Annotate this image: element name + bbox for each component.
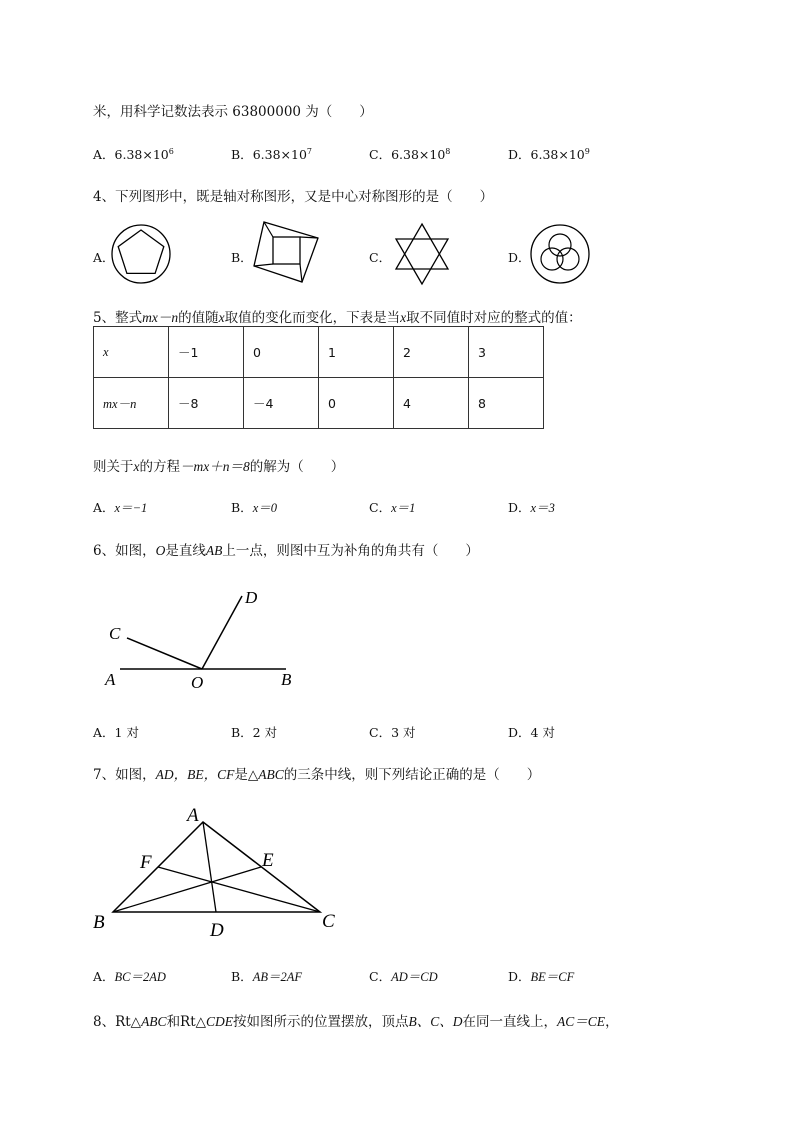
q7-option-c[interactable]: C．AD＝CD: [369, 969, 438, 984]
q5-question: 则关于x的方程－mx＋n＝8的解为（ ）: [93, 459, 345, 475]
q5-stem: 5、整式mx－n的值随x取值的变化而变化，下表是当x取不同值时对应的整式的值：: [93, 310, 582, 326]
point-label-a: A: [187, 805, 199, 826]
q4-stem: 4、下列图形中，既是轴对称图形，又是中心对称图形的是（ ）: [93, 189, 494, 205]
point-label-d: D: [245, 588, 258, 607]
q4-option-d-label[interactable]: D．: [508, 250, 531, 265]
q3-option-b[interactable]: B．$6.38\times 10^7$: [231, 146, 312, 162]
point-label-b: B: [93, 912, 105, 933]
q4-figure-trefoil-in-circle: [529, 223, 591, 285]
table-cell: 3: [469, 327, 544, 378]
table-row-label: x: [94, 327, 169, 378]
q4-figure-pentagon-in-circle: [110, 223, 172, 285]
point-label-o: O: [191, 673, 204, 692]
median-ad: [203, 822, 216, 912]
table-cell: －4: [244, 378, 319, 429]
ray-oc: [127, 638, 202, 669]
table-cell: 0: [244, 327, 319, 378]
q6-option-c[interactable]: C．3 对: [369, 725, 416, 740]
q7-option-d[interactable]: D．BE＝CF: [508, 969, 575, 984]
q4-option-b-label[interactable]: B．: [231, 250, 253, 265]
table-cell: 1: [319, 327, 394, 378]
table-row-label: mx－n: [94, 378, 169, 429]
q6-option-a[interactable]: A．1 对: [93, 725, 139, 740]
point-label-f: F: [140, 852, 152, 873]
point-label-e: E: [262, 850, 274, 871]
point-label-c: C: [109, 624, 121, 643]
q3-option-c[interactable]: C．$6.38\times 10^8$: [369, 146, 451, 162]
q4-option-c-label[interactable]: C．: [369, 250, 392, 265]
q5-value-table: [93, 326, 544, 429]
q6-option-d[interactable]: D．4 对: [508, 725, 555, 740]
q3-option-a[interactable]: A．$6.38\times 10^6$: [93, 146, 174, 162]
table-cell: －1: [169, 327, 244, 378]
q4-option-a-label[interactable]: A．: [93, 250, 115, 265]
q5-option-d[interactable]: D．x＝3: [508, 500, 555, 515]
q8-stem: 8、Rt△ABC和Rt△CDE按如图所示的位置摆放，顶点B、C、D在同一直线上，AC＝CE，: [93, 1014, 619, 1030]
q3-stem: 米，用科学记数法表示 63800000 为（ ）: [93, 104, 373, 120]
point-label-b: B: [281, 670, 292, 689]
ray-od: [202, 596, 242, 669]
q7-stem: 7、如图，AD，BE，CF是△ABC的三条中线，则下列结论正确的是（ ）: [93, 767, 541, 783]
q4-figure-hexagram: [390, 222, 454, 286]
table-cell: 2: [394, 327, 469, 378]
q4-figure-square-pinwheel: [252, 220, 322, 282]
q5-option-c[interactable]: C．x＝1: [369, 500, 416, 515]
table-cell: 4: [394, 378, 469, 429]
q7-option-a[interactable]: A．BC＝2AD: [93, 969, 166, 984]
q6-stem: 6、如图，O是直线AB上一点，则图中互为补角的角共有（ ）: [93, 543, 479, 559]
table-cell: －8: [169, 378, 244, 429]
point-label-d: D: [210, 920, 224, 941]
table-cell: 8: [469, 378, 544, 429]
q6-option-b[interactable]: B．2 对: [231, 725, 278, 740]
point-label-a: A: [105, 670, 116, 689]
q5-option-a[interactable]: A．x＝−1: [93, 500, 148, 515]
q7-option-b[interactable]: B．AB＝2AF: [231, 969, 302, 984]
table-row: [94, 327, 544, 378]
point-label-c: C: [322, 911, 335, 932]
table-cell: 0: [319, 378, 394, 429]
q3-option-d[interactable]: D．$6.38\times 10^9$: [508, 146, 590, 162]
q7-triangle-figure: [90, 800, 350, 945]
q5-option-b[interactable]: B．x＝0: [231, 500, 277, 515]
table-row: [94, 378, 544, 429]
q6-angle-figure: [95, 580, 315, 695]
